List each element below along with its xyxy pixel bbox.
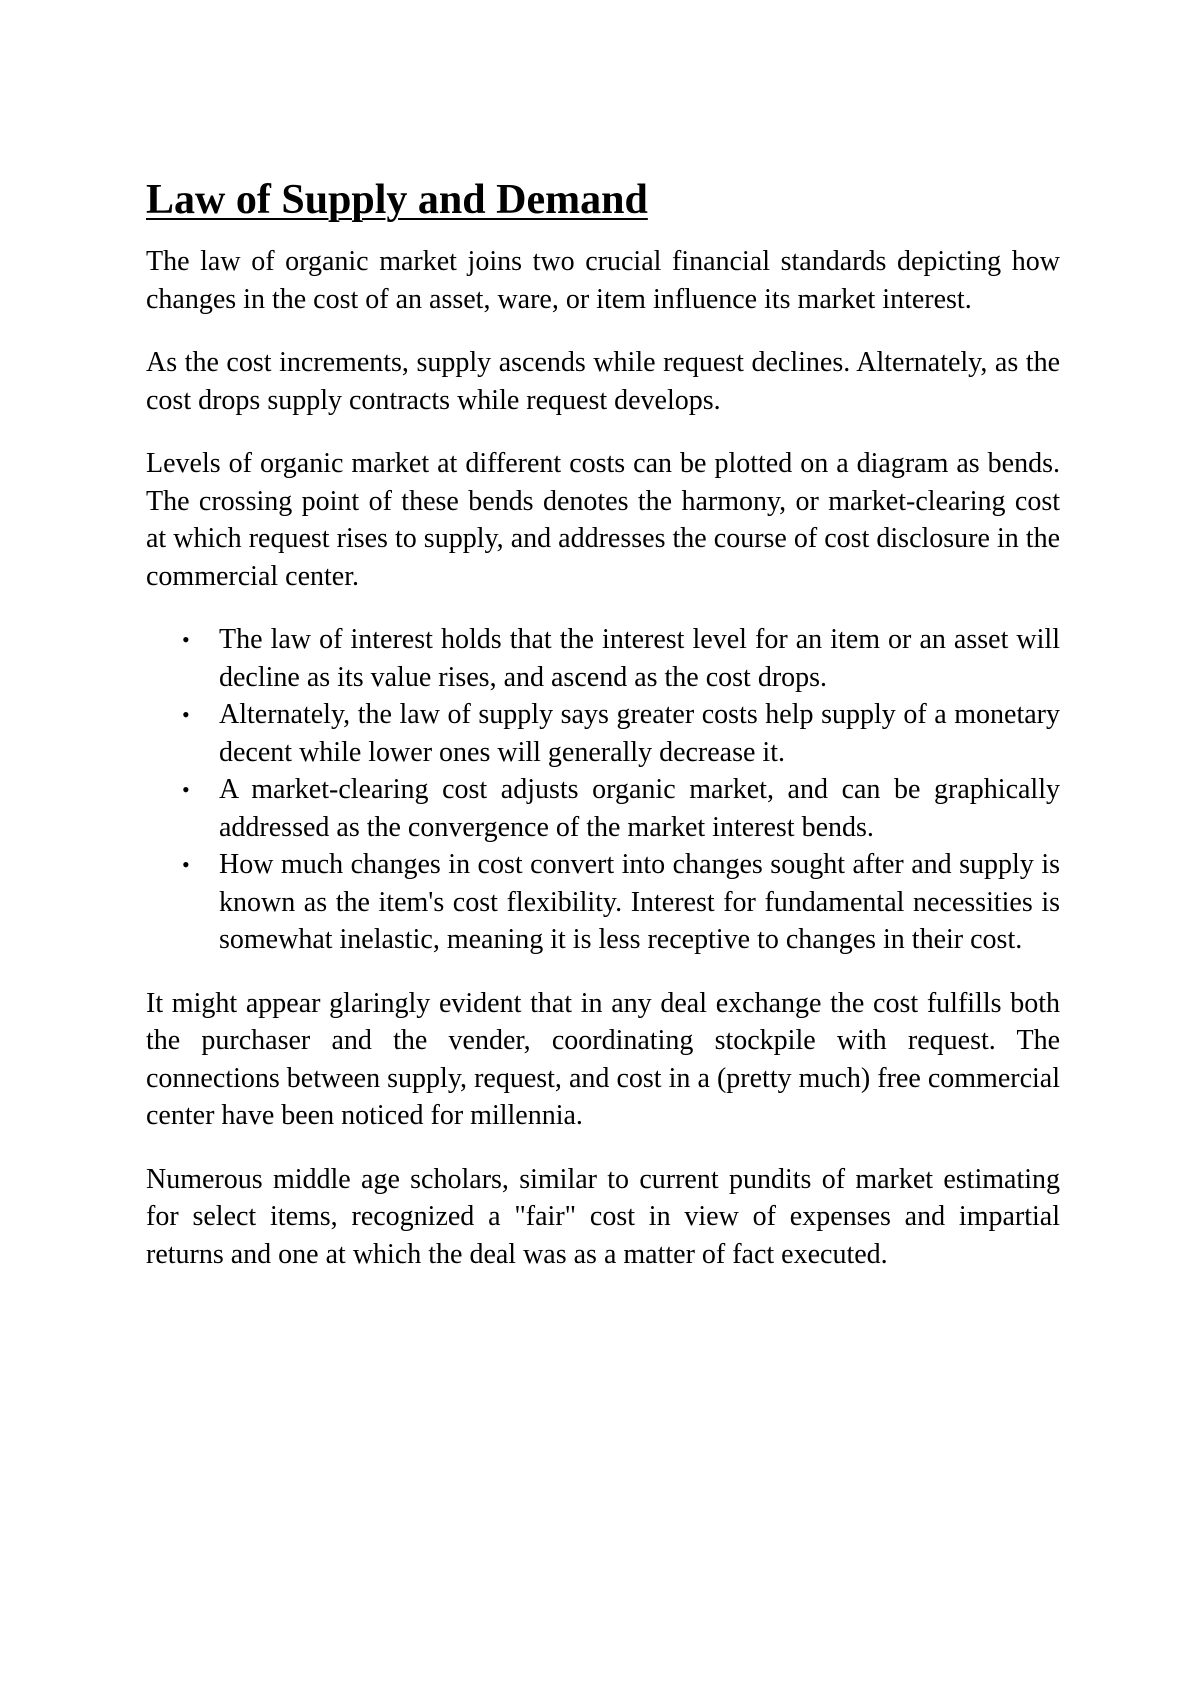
- bullet-icon: •: [182, 627, 190, 653]
- paragraph-cost-changes: As the cost increments, supply ascends while request declines. Alternately, as the cost drops supply contracts while request develops.: [146, 347, 1060, 416]
- bullet-text: Alternately, the law of supply says greater costs help supply of a monetary decent while lower ones will generally decrease it.: [219, 699, 1060, 768]
- paragraph-intro: The law of organic market joins two crucial financial standards depicting how changes in the cost of an asset, ware, or item influence its market interest.: [146, 246, 1060, 315]
- bullet-icon: •: [182, 852, 190, 878]
- document-page: [146, 175, 1060, 1299]
- bullet-text: A market-clearing cost adjusts organic market, and can be graphically addressed as the convergence of the market interest bends.: [219, 774, 1060, 843]
- paragraph-scholars: Numerous middle age scholars, similar to current pundits of market estimating for select items, recognized a "fair" cost in view of expenses and impartial returns and one at which the deal was as a matter of fact executed.: [146, 1163, 1060, 1270]
- bullet-list: [146, 621, 1060, 959]
- document-title: Law of Supply and Demand: [146, 177, 648, 223]
- bullet-item: [146, 771, 1060, 846]
- paragraph-exchange: It might appear glaringly evident that in any deal exchange the cost fulfills both the purchaser and the vender, coordinating stockpile with request. The connections between supply, request, and cost in a (pretty much) free commercial center have been noticed for millennia.: [146, 987, 1060, 1132]
- bullet-text: How much changes in cost convert into changes sought after and supply is known as the item's cost flexibility. Interest for fundamental necessities is somewhat inelastic, meaning it is less receptive to changes in their cost.: [219, 849, 1060, 956]
- bullet-item: [146, 846, 1060, 959]
- bullet-text: The law of interest holds that the interest level for an item or an asset will decline as its value rises, and ascend as the cost drops.: [219, 624, 1060, 693]
- bullet-item: [146, 696, 1060, 771]
- paragraph-levels: Levels of organic market at different costs can be plotted on a diagram as bends. The crossing point of these bends denotes the harmony, or market-clearing cost at which request rises to supply, and addresses the course of cost disclosure in the commercial center.: [146, 448, 1060, 592]
- bullet-item: [146, 621, 1060, 696]
- bullet-icon: •: [182, 777, 190, 803]
- bullet-icon: •: [182, 702, 190, 728]
